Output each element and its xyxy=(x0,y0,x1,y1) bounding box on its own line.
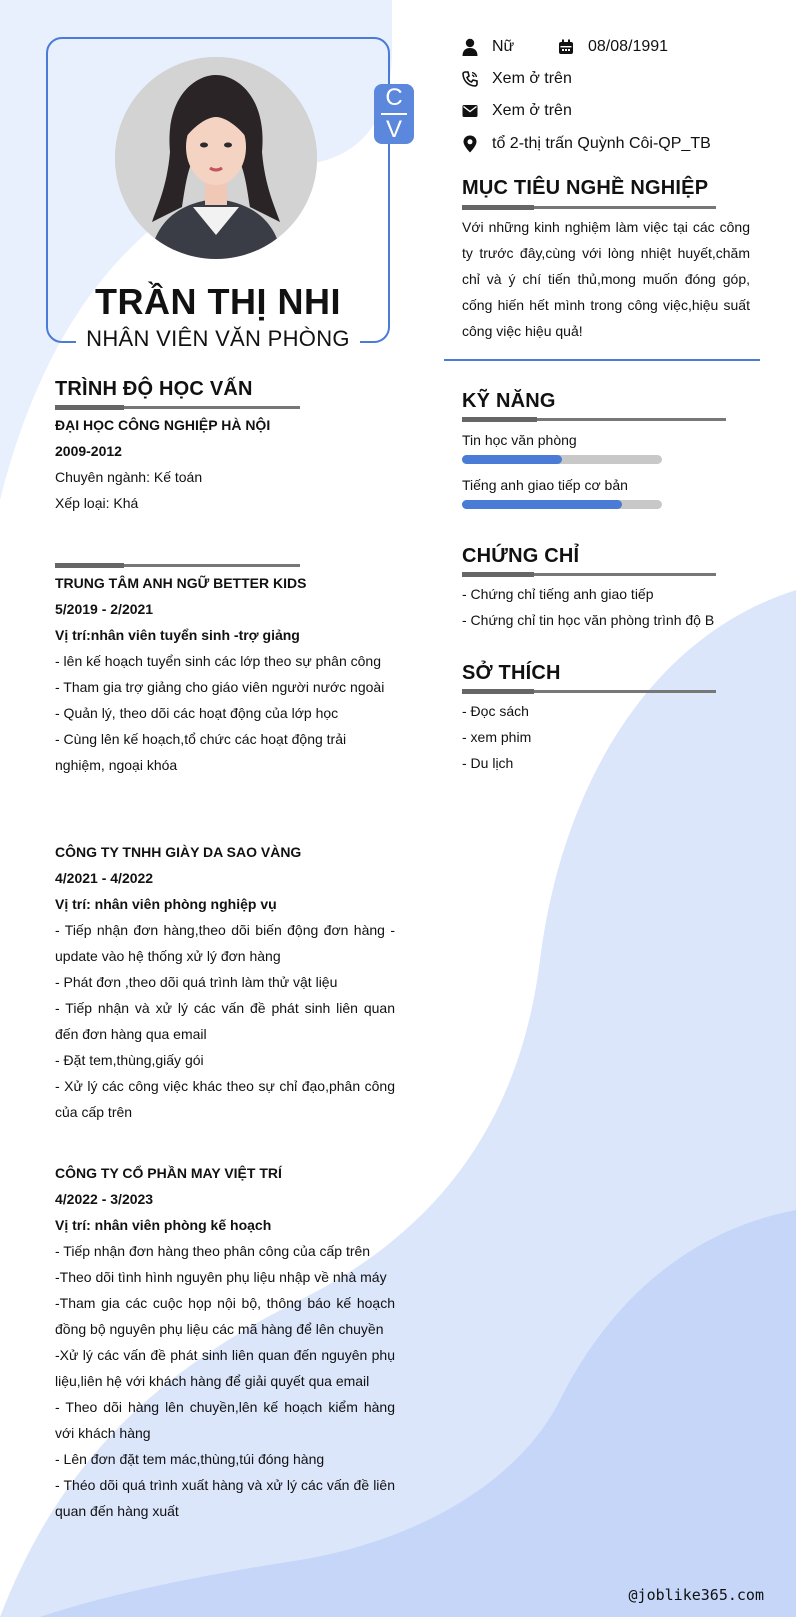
experience-duty: -Tham gia các cuộc họp nội bộ, thông báo kế hoạch đồng bộ nguyên phụ liệu các mã hàng để lên chuyền xyxy=(55,1295,395,1337)
contact-address xyxy=(462,131,711,157)
phone-icon xyxy=(462,71,478,87)
skills-underline xyxy=(462,418,726,421)
address-value: tổ 2-thị trấn Quỳnh Côi-QP_TB xyxy=(492,135,711,152)
objective-divider xyxy=(444,359,760,361)
education-school: ĐẠI HỌC CÔNG NGHIỆP HÀ NỘI xyxy=(55,417,271,433)
experience-duty: - Theo dõi hàng lên chuyền,lên kế hoạch kiểm hàng với khách hàng xyxy=(55,1399,395,1441)
experience-duty: - Tiếp nhận và xử lý các vấn đề phát sinh liên quan đến đơn hàng qua email xyxy=(55,1000,395,1042)
experience-period: 4/2021 - 4/2022 xyxy=(55,870,154,886)
gender-value: Nữ xyxy=(492,38,515,55)
experience-divider xyxy=(55,564,300,567)
certificates-underline xyxy=(462,573,716,576)
skill-label-office: Tin học văn phòng xyxy=(462,432,577,448)
experience-item xyxy=(55,1160,395,1524)
experience-duty: - Théo dõi quá trình xuất hàng và xử lý các vấn đề liên quan đến hàng xuất xyxy=(55,1477,395,1519)
experience-duty: - Phát đơn ,theo dõi quá trình làm thử vật liệu xyxy=(55,974,338,990)
skill-label-english: Tiếng anh giao tiếp cơ bản xyxy=(462,477,628,493)
education-years: 2009-2012 xyxy=(55,443,122,459)
hobbies-list xyxy=(462,698,531,776)
portrait-icon xyxy=(115,57,317,259)
hobby-item: - Đọc sách xyxy=(462,703,529,719)
experience-company: CÔNG TY TNHH GIÀY DA SAO VÀNG xyxy=(55,844,302,860)
skill-bar-office xyxy=(462,455,662,464)
person-icon xyxy=(462,38,478,56)
education-block xyxy=(55,412,395,516)
certificate-item: - Chứng chỉ tiếng anh giao tiếp xyxy=(462,586,654,602)
experience-item xyxy=(55,570,395,778)
envelope-icon xyxy=(462,104,478,118)
experience-company: TRUNG TÂM ANH NGỮ BETTER KIDS xyxy=(55,575,307,591)
objective-heading: MỤC TIÊU NGHỀ NGHIỆP xyxy=(462,177,709,199)
experience-duty: - Xử lý các công việc khác theo sự chỉ đạo,phân công của cấp trên xyxy=(55,1078,395,1120)
experience-position: Vị trí:nhân viên tuyển sinh -trợ giảng xyxy=(55,627,300,643)
skill-bar-fill xyxy=(462,500,622,509)
certificate-item: - Chứng chỉ tin học văn phòng trình độ B xyxy=(462,612,715,628)
experience-duty: - Cùng lên kế hoạch,tổ chức các hoạt động trải nghiệm, ngoại khóa xyxy=(55,731,347,773)
birthday-value: 08/08/1991 xyxy=(588,38,669,55)
job-title-text: NHÂN VIÊN VĂN PHÒNG xyxy=(76,326,360,351)
education-rank: Xếp loại: Khá xyxy=(55,495,139,511)
phone-value: Xem ở trên xyxy=(492,70,572,87)
footer-watermark: @joblike365.com xyxy=(628,1586,764,1604)
contact-email xyxy=(462,98,572,124)
experience-item xyxy=(55,839,395,1125)
hobbies-underline xyxy=(462,690,716,693)
experience-position: Vị trí: nhân viên phòng nghiệp vụ xyxy=(55,896,277,912)
experience-period: 5/2019 - 2/2021 xyxy=(55,601,154,617)
experience-duty: - lên kế hoạch tuyển sinh các lớp theo sự phân công xyxy=(55,653,381,669)
hobby-item: - Du lịch xyxy=(462,755,514,771)
contact-birthday xyxy=(558,34,668,60)
skills-heading: KỸ NĂNG xyxy=(462,390,556,412)
education-heading: TRÌNH ĐỘ HỌC VẤN xyxy=(55,378,253,400)
candidate-name: TRẦN THỊ NHI xyxy=(95,281,341,322)
cv-badge-top: C xyxy=(385,84,403,111)
education-underline xyxy=(55,406,300,409)
experience-duty: -Theo dõi tình hình nguyên phụ liệu nhập về nhà máy xyxy=(55,1269,387,1285)
experience-duty: - Tiếp nhận đơn hàng,theo dõi biến động đơn hàng -update vào hệ thống xử lý đơn hàng xyxy=(55,922,395,964)
profile-photo xyxy=(115,57,317,259)
cv-badge-bottom: V xyxy=(385,116,402,143)
experience-duty: - Tiếp nhận đơn hàng theo phân công của cấp trên xyxy=(55,1243,371,1259)
objective-text: Với những kinh nghiệm làm việc tại các công ty trước đây,cùng với lòng nhiệt huyết,chăm chỉ và ý chí tiến thủ,mong muốn đóng góp, cống hiến hết mình trong công việc,hiệu suất công việc hiệu quả! xyxy=(462,219,750,339)
cv-badge-divider xyxy=(381,113,407,115)
hobby-item: - xem phim xyxy=(462,729,532,745)
location-pin-icon xyxy=(462,135,478,153)
hobbies-heading: SỞ THÍCH xyxy=(462,662,561,684)
experience-position: Vị trí: nhân viên phòng kế hoạch xyxy=(55,1217,272,1233)
experience-duty: - Tham gia trợ giảng cho giáo viên người nước ngoài xyxy=(55,679,385,695)
skill-bar-english xyxy=(462,500,662,509)
certificates-list xyxy=(462,581,714,633)
experience-duty: - Quản lý, theo dõi các hoạt động của lớp học xyxy=(55,705,339,721)
experience-company: CÔNG TY CỔ PHẦN MAY VIỆT TRÍ xyxy=(55,1165,282,1181)
education-major: Chuyên ngành: Kế toán xyxy=(55,469,203,485)
experience-duty: - Đặt tem,thùng,giấy gói xyxy=(55,1052,204,1068)
experience-duty: -Xử lý các vấn đề phát sinh liên quan đến nguyên phụ liệu,liên hệ với khách hàng để giải quyết qua email xyxy=(55,1347,395,1389)
contact-phone xyxy=(462,66,572,92)
calendar-icon xyxy=(558,39,574,55)
email-value: Xem ở trên xyxy=(492,102,572,119)
contact-gender xyxy=(462,34,514,60)
skill-bar-fill xyxy=(462,455,562,464)
objective-underline xyxy=(462,206,716,209)
job-title xyxy=(46,326,390,352)
experience-duty: - Lên đơn đặt tem mác,thùng,túi đóng hàng xyxy=(55,1451,325,1467)
experience-period: 4/2022 - 3/2023 xyxy=(55,1191,154,1207)
cv-badge xyxy=(374,84,414,144)
certificates-heading: CHỨNG CHỈ xyxy=(462,545,580,567)
